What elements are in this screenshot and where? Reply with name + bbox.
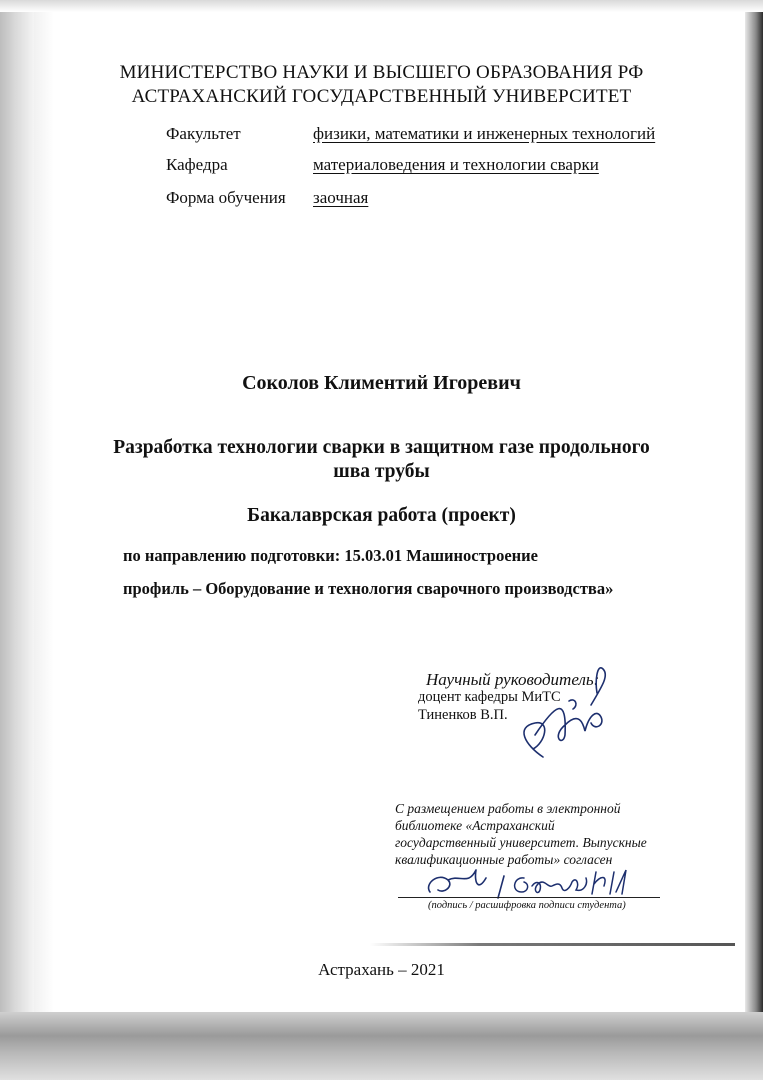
student-signature — [420, 862, 640, 902]
scan-shadow-right — [745, 0, 763, 1080]
consent-text — [395, 800, 675, 868]
supervisor-signature — [505, 665, 625, 765]
department-label: Кафедра — [166, 155, 228, 174]
faculty-label: Факультет — [166, 124, 241, 143]
university-heading: АСТРАХАНСКИЙ ГОСУДАРСТВЕННЫЙ УНИВЕРСИТЕТ — [131, 86, 632, 107]
scan-edge-line — [370, 943, 735, 946]
study-form-label: Форма обучения — [166, 188, 286, 207]
ministry-heading: МИНИСТЕРСТВО НАУКИ И ВЫСШЕГО ОБРАЗОВАНИЯ РФ — [119, 62, 644, 83]
work-type: Бакалаврская работа (проект) — [247, 505, 516, 526]
consent-line-3: государственный университет. Выпускные — [395, 835, 647, 850]
city-year: Астрахань – 2021 — [318, 960, 445, 979]
study-direction: по направлению подготовки: 15.03.01 Машиностроение — [123, 546, 538, 565]
scan-shadow-left — [0, 0, 34, 1080]
signature-caption: (подпись / расшифровка подписи студента) — [428, 900, 626, 911]
scan-shadow-top — [0, 0, 763, 12]
consent-line-4: квалификационные работы» согласен — [395, 852, 613, 867]
signature-line — [398, 897, 660, 898]
thesis-title-line2: шва трубы — [333, 461, 430, 482]
thesis-title-line1: Разработка технологии сварки в защитном газе продольного — [113, 437, 650, 458]
study-form-value: заочная — [313, 188, 369, 207]
scan-shadow-left-inner — [34, 0, 54, 1080]
faculty-value: физики, математики и инженерных технологий — [313, 124, 656, 143]
author-name: Соколов Климентий Игоревич — [242, 372, 521, 394]
supervisor-position: доцент кафедры МиТС — [418, 689, 561, 705]
supervisor-title: Научный руководитель: — [426, 670, 600, 689]
consent-line-2: библиотеке «Астраханский — [395, 818, 555, 833]
consent-line-1: С размещением работы в электронной — [395, 801, 621, 816]
department-value: материаловедения и технологии сварки — [313, 155, 599, 174]
supervisor-name: Тиненков В.П. — [418, 707, 508, 723]
scan-shadow-bottom — [0, 1012, 763, 1080]
study-profile: профиль – Оборудование и технология сварочного производства» — [123, 579, 614, 598]
